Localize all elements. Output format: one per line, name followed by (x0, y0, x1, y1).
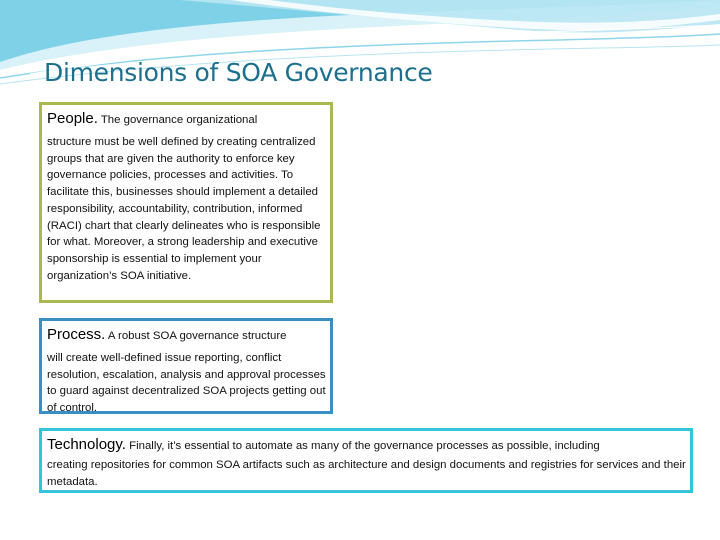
people-body: structure must be well defined by creating centralized groups that are given the authority to enforce key governance policies, processes and activities. To facilitate this, businesses should implement a detailed responsibility, accountability, contribution, informed (RACI) chart that clearly delineates who is responsible for what. Moreover, a strong leadership and executive sponsorship is essential to implement your organization’s SOA initiative. (47, 136, 321, 282)
process-heading: Process. (47, 326, 106, 343)
process-lead: A robust SOA governance structure (107, 330, 287, 342)
technology-lead: Finally, it’s essential to automate as many of the governance processes as possible, including (129, 440, 600, 452)
process-first-line (47, 324, 326, 347)
people-heading: People. (47, 110, 98, 127)
technology-first-line (47, 435, 686, 456)
slide-title: Dimensions of SOA Governance (44, 58, 433, 87)
process-box (39, 318, 333, 414)
process-body: will create well-defined issue reporting, conflict resolution, escalation, analysis and approval processes to guard against decentralized SOA projects getting out of control. (47, 352, 326, 415)
technology-body: creating repositories for common SOA artifacts such as architecture and design documents and registries for services and their metadata. (47, 459, 686, 488)
people-first-line (47, 108, 326, 131)
people-lead: The governance organizational (100, 114, 258, 126)
people-box (39, 102, 333, 303)
technology-heading: Technology. (47, 436, 126, 453)
technology-box (39, 428, 693, 493)
